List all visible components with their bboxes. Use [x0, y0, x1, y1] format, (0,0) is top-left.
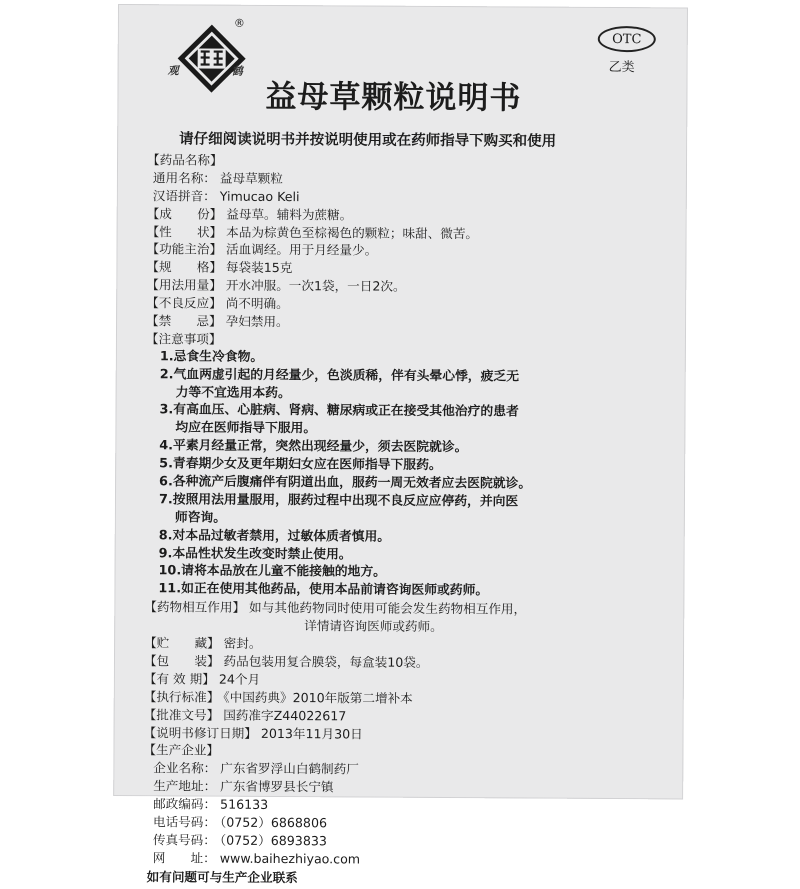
line-label: 传真号码：: [152, 832, 216, 848]
reading-instruction: 请仔细阅读说明书并按说明使用或在药师指导下购买和使用: [179, 131, 557, 150]
line-label: 【有 效 期】: [143, 670, 215, 687]
leaflet-title: 益母草颗粒说明书: [265, 78, 522, 117]
line-value: 3.有高血压、心脏病、肾病、糖尿病或正在接受其他治疗的患者: [159, 402, 519, 420]
line-value: 益母草颗粒: [219, 170, 283, 186]
line-value: 7.按照用法用量服用，服药过程中出现不良反应应停药，并向医: [158, 492, 519, 510]
line-value: 活血调经。用于月经量少。: [226, 242, 378, 259]
line-value: 尚不明确。: [225, 295, 289, 312]
line-value: （0752）6893833: [219, 832, 327, 849]
line-label: 电话号码：: [152, 814, 217, 830]
line-value: 2013年11月30日: [260, 725, 363, 742]
line-value: 密封。: [223, 635, 262, 651]
line-label: 生产地址：: [153, 778, 217, 794]
leaflet-body: [143, 151, 677, 889]
line-label: 【注意事项】: [145, 331, 222, 347]
line-label: 【批准文号】: [143, 706, 220, 723]
line-label: 【成 份】: [146, 205, 223, 222]
line-label: 【药物相互作用】: [144, 599, 246, 616]
logo-caption-left: 观: [167, 64, 179, 78]
line-value: 本品为棕黄色至棕褐色的颗粒；味甜、微苦。: [226, 224, 479, 241]
line-label: 【规 格】: [146, 259, 223, 275]
leaflet-line: [143, 724, 673, 745]
line-value: 9.本品性状发生改变时禁止使用。: [158, 545, 352, 563]
line-value: Yimucao Keli: [219, 188, 300, 204]
line-label: 汉语拼音：: [152, 187, 216, 204]
line-value: 《中国药典》2010年版第二增补本: [223, 689, 413, 706]
line-value: 详情请咨询医师或药师。: [304, 618, 443, 635]
baihe-logo-icon: [175, 22, 247, 94]
leaflet-line: [146, 312, 676, 333]
leaflet-line: [143, 868, 673, 889]
line-label: 通用名称：: [152, 170, 216, 186]
line-label: 【禁 忌】: [146, 313, 222, 329]
line-label: 企业名称：: [153, 760, 217, 776]
line-label: 【功能主治】: [146, 241, 223, 258]
line-value: www.baihezhiyao.com: [219, 850, 361, 867]
registered-mark: ®: [233, 16, 245, 30]
line-value: 8.对本品过敏者禁用，过敏体质者慎用。: [158, 527, 391, 545]
leaflet-line: [143, 849, 673, 870]
line-value: 1.忌食生冷食物。: [159, 349, 264, 365]
line-value: （0752）6868806: [219, 814, 328, 831]
line-value: 开水冲服。一次1袋，一日2次。: [225, 277, 406, 294]
line-label: 【执行标准】: [143, 688, 220, 705]
line-value: 2.气血两虚引起的月经量少，色淡质稀，伴有头晕心悸，疲乏无: [159, 366, 520, 385]
line-value: 孕妇禁用。: [225, 313, 289, 330]
line-value: 师咨询。: [174, 510, 227, 526]
line-label: 网 址：: [152, 849, 216, 866]
line-value: 广东省博罗县长宁镇: [220, 778, 334, 795]
line-value: 11.如正在使用其他药品，使用本品前请咨询医师或药师。: [158, 581, 489, 599]
line-value: 516133: [220, 796, 269, 812]
line-value: 每袋装15克: [225, 260, 293, 276]
leaflet-sheet: [113, 4, 688, 885]
line-value: 4.平素月经量正常，突然出现经量少，须去医院就诊。: [159, 438, 468, 456]
otc-class-label: 乙类: [608, 59, 635, 76]
line-label: 【生产企业】: [143, 742, 220, 759]
line-value: 如与其他药物同时使用可能会发生药物相互作用，: [249, 600, 527, 617]
line-value: 5.青春期少女及更年期妇女应在医师指导下服药。: [159, 456, 442, 474]
line-value: 如有问题可与生产企业联系: [146, 868, 298, 885]
line-value: 6.各种流产后腹痛伴有阴道出血，服药一周无效者应去医院就诊。: [159, 474, 532, 492]
line-value: 益母草。辅料为蔗糖。: [226, 206, 353, 223]
line-value: 广东省罗浮山白鹤制药厂: [220, 760, 359, 777]
line-value: 24个月: [218, 671, 261, 687]
line-value: 力等不宜选用本药。: [175, 384, 291, 401]
line-value: 10.请将本品放在儿童不能接触的地方。: [158, 563, 386, 581]
otc-badge: OTC: [598, 26, 656, 52]
line-value: 均应在医师指导下服用。: [175, 420, 317, 437]
line-label: 【用法用量】: [146, 277, 222, 293]
line-label: 【说明书修订日期】: [143, 724, 257, 741]
logo-caption-right: 鹤: [231, 64, 243, 78]
line-label: 【性 状】: [146, 223, 223, 240]
line-label: 【包 装】: [143, 653, 220, 669]
line-label: 邮政编码：: [153, 796, 217, 812]
line-value: 药品包装用复合膜袋，每盒装10袋。: [223, 653, 429, 670]
line-value: 国药准字Z44022617: [223, 707, 347, 724]
line-label: 【不良反应】: [146, 295, 222, 311]
line-label: 【药品名称】: [147, 152, 223, 168]
line-label: 【贮 藏】: [144, 635, 220, 651]
